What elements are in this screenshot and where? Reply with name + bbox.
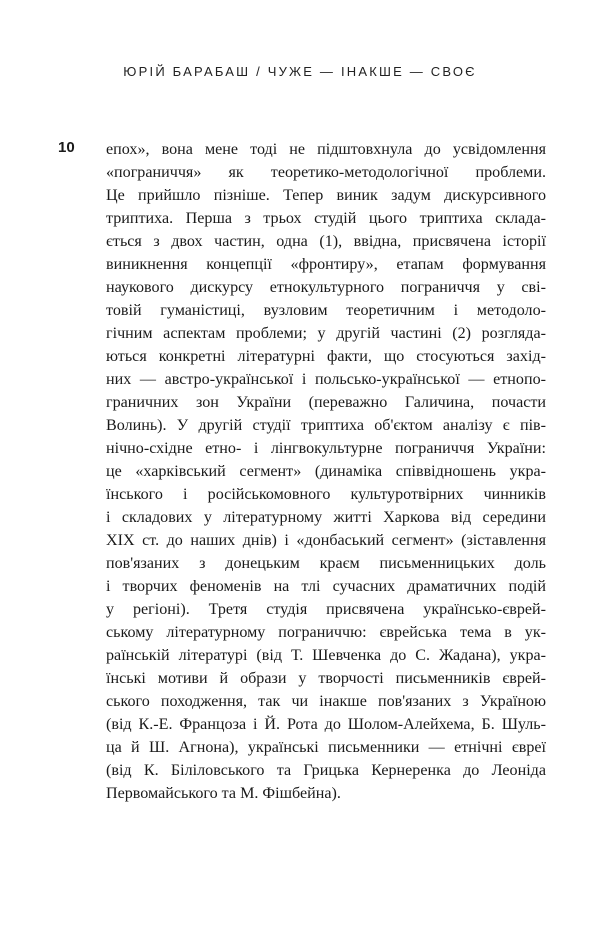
text-line: Це прийшло пізніше. Тепер виник задум дискурсивного	[106, 187, 546, 204]
text-line: нічно-східне етно- і лінгвокультурне пограниччя України:	[106, 440, 546, 457]
text-line: наукового дискурсу етнокультурного пограниччя у сві-	[106, 279, 546, 296]
text-line: ського походження, так чи інакше пов'язаних з Україною	[106, 693, 546, 710]
text-line: і творчих феноменів на тлі сучасних драматичних подій	[106, 578, 546, 595]
page-number: 10	[58, 139, 75, 156]
text-line: у регіоні). Третя студія присвячена українсько-єврей-	[106, 601, 546, 618]
text-line: епох», вона мене тоді не підштовхнула до усвідомлення	[106, 141, 546, 158]
text-line: граничних зон України (переважно Галичина, почасти	[106, 394, 546, 411]
text-line: «пограниччя» як теоретико-методологічної проблеми.	[106, 164, 546, 181]
text-line: ца й Ш. Агнона), українські письменники — етнічні євреї	[106, 739, 546, 756]
text-line: них — австро-української і польсько-української — етнопо-	[106, 371, 546, 388]
text-line: гічним аспектам проблеми; у другій частині (2) розгляда-	[106, 325, 546, 342]
text-line: ється з двох частин, одна (1), ввідна, присвячена історії	[106, 233, 546, 250]
text-line: (від К.-Е. Францоза і Й. Рота до Шолом-Алейхема, Б. Шуль-	[106, 716, 546, 733]
text-line: їнські мотиви й образи у творчості письменників єврей-	[106, 670, 546, 687]
text-line: це «харківський сегмент» (динаміка співвідношень укра-	[106, 463, 546, 480]
text-line: виникнення концепції «фронтиру», етапам формування	[106, 256, 546, 273]
text-line: (від К. Біліловського та Грицька Кернеренка до Леоніда	[106, 762, 546, 779]
body-text	[106, 138, 546, 805]
text-line: триптиха. Перша з трьох студій цього триптиха склада-	[106, 210, 546, 227]
text-line: Волинь). У другій студії триптиха об'єктом аналізу є пів-	[106, 417, 546, 434]
text-line: XIX ст. до наших днів) і «донбаський сегмент» (зіставлення	[106, 532, 546, 549]
text-line: ському літературному пограниччю: єврейська тема в ук-	[106, 624, 546, 641]
text-line: пов'язаних з донецьким краєм письменницьких доль	[106, 555, 546, 572]
text-line: раїнській літературі (від Т. Шевченка до С. Жадана), укра-	[106, 647, 546, 664]
text-line: і складових у літературному житті Харкова від середини	[106, 509, 546, 526]
text-line: Первомайського та М. Фішбейна).	[106, 785, 341, 802]
text-line: товій гуманістиці, вузловим теоретичним і методоло-	[106, 302, 546, 319]
text-line: їнського і російськомовного культуротвірних чинників	[106, 486, 546, 503]
text-line: ються конкретні літературні факти, що стосуються захід-	[106, 348, 546, 365]
running-head: ЮРІЙ БАРАБАШ / ЧУЖЕ — ІНАКШЕ — СВОЄ	[123, 64, 477, 79]
